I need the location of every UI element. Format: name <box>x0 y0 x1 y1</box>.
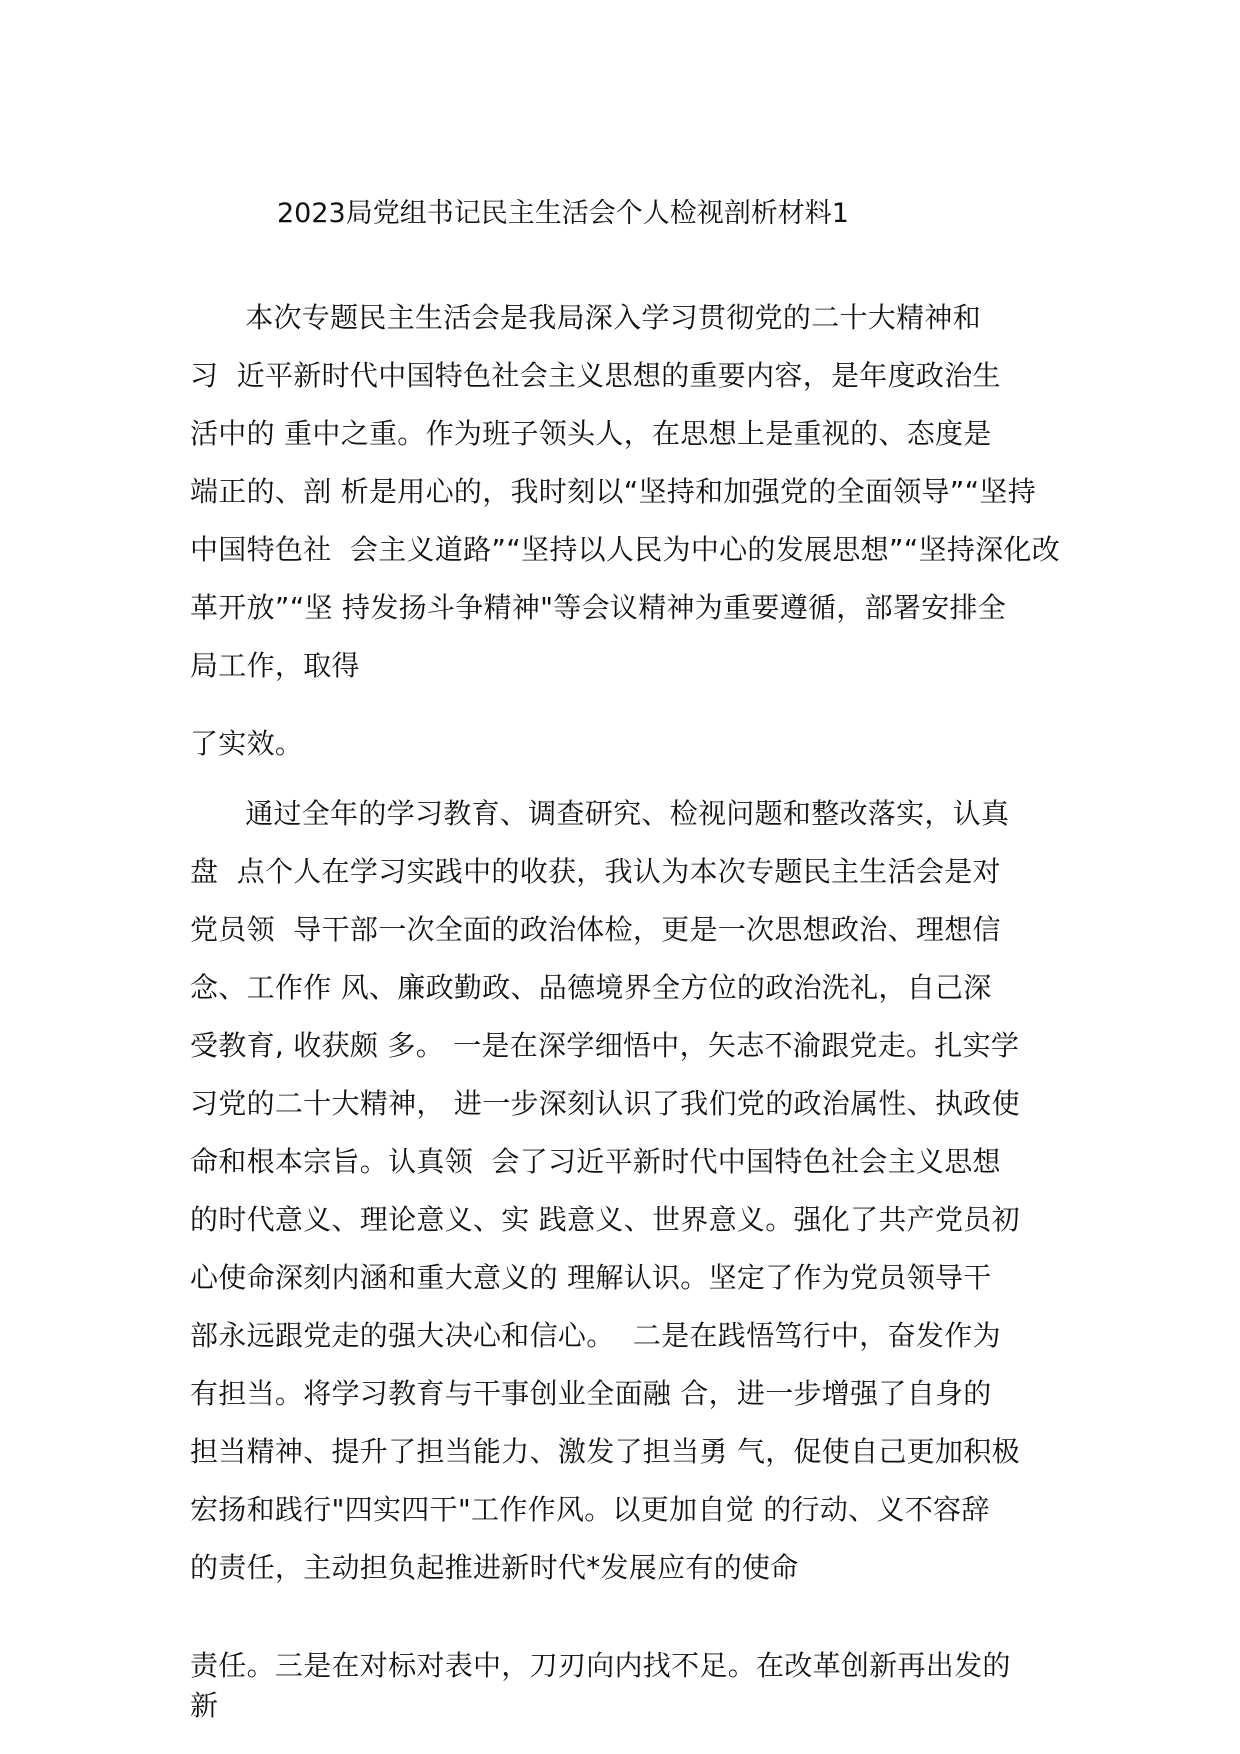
text-line: 宏扬和践行"四实四干"工作作风。以更加自觉 的行动、义不容辞 <box>190 1493 990 1526</box>
text-line: 的时代意义、理论意义、实 践意义、世界意义。强化了共产党员初 <box>190 1203 1020 1236</box>
text-line: 局工作，取得 <box>190 649 360 682</box>
text-line: 了实效。 <box>190 727 304 760</box>
text-line: 习 近平新时代中国特色社会主义思想的重要内容，是年度政治生 <box>190 359 1001 392</box>
text-line: 受教育, 收获颇 多。 一是在深学细悟中，矢志不渝跟党走。扎实学 <box>190 1029 1020 1062</box>
text-line: 责任。三是在对标对表中，刀刃向内找不足。在改革创新再出发的 <box>190 1649 1011 1682</box>
text-line: 有担当。将学习教育与干事创业全面融 合，进一步增强了自身的 <box>190 1377 992 1410</box>
text-line: 命和根本宗旨。认真领 会了习近平新时代中国特色社会主义思想 <box>190 1145 1001 1178</box>
document-title: 2023局党组书记民主生活会个人检视剖析材料1 <box>277 198 849 229</box>
text-line: 的责任，主动担负起推进新时代*发展应有的使命 <box>190 1551 799 1584</box>
text-line: 革开放”“坚 持发扬斗争精神"等会议精神为重要遵循，部署安排全 <box>190 591 1007 624</box>
text-line: 新 <box>190 1689 219 1722</box>
text-line: 通过全年的学习教育、调查研究、检视问题和整改落实，认真 <box>190 797 1010 830</box>
text-line: 念、工作作 风、廉政勤政、品德境界全方位的政治洗礼，自己深 <box>190 971 992 1004</box>
text-line: 本次专题民主生活会是我局深入学习贯彻党的二十大精神和 <box>190 301 982 334</box>
text-line: 心使命深刻内涵和重大意义的 理解认识。坚定了作为党员领导干 <box>190 1261 992 1294</box>
text-line: 端正的、剖 析是用心的，我时刻以“坚持和加强党的全面领导”“坚持 <box>190 475 1037 508</box>
text-line: 部永远跟党走的强大决心和信心。 二是在践悟笃行中，奋发作为 <box>190 1319 1001 1352</box>
text-line: 党员领 导干部一次全面的政治体检，更是一次思想政治、理想信 <box>190 913 1001 946</box>
text-line: 盘 点个人在学习实践中的收获，我认为本次专题民主生活会是对 <box>190 855 1001 888</box>
text-line: 中国特色社 会主义道路”“坚持以人民为中心的发展思想”“坚持深化改 <box>190 533 1061 566</box>
text-line: 活中的 重中之重。作为班子领头人，在思想上是重视的、态度是 <box>190 417 992 450</box>
text-line: 习党的二十大精神， 进一步深刻认识了我们党的政治属性、执政使 <box>190 1087 1020 1120</box>
text-line: 担当精神、提升了担当能力、激发了担当勇 气，促使自己更加积极 <box>190 1435 1020 1468</box>
